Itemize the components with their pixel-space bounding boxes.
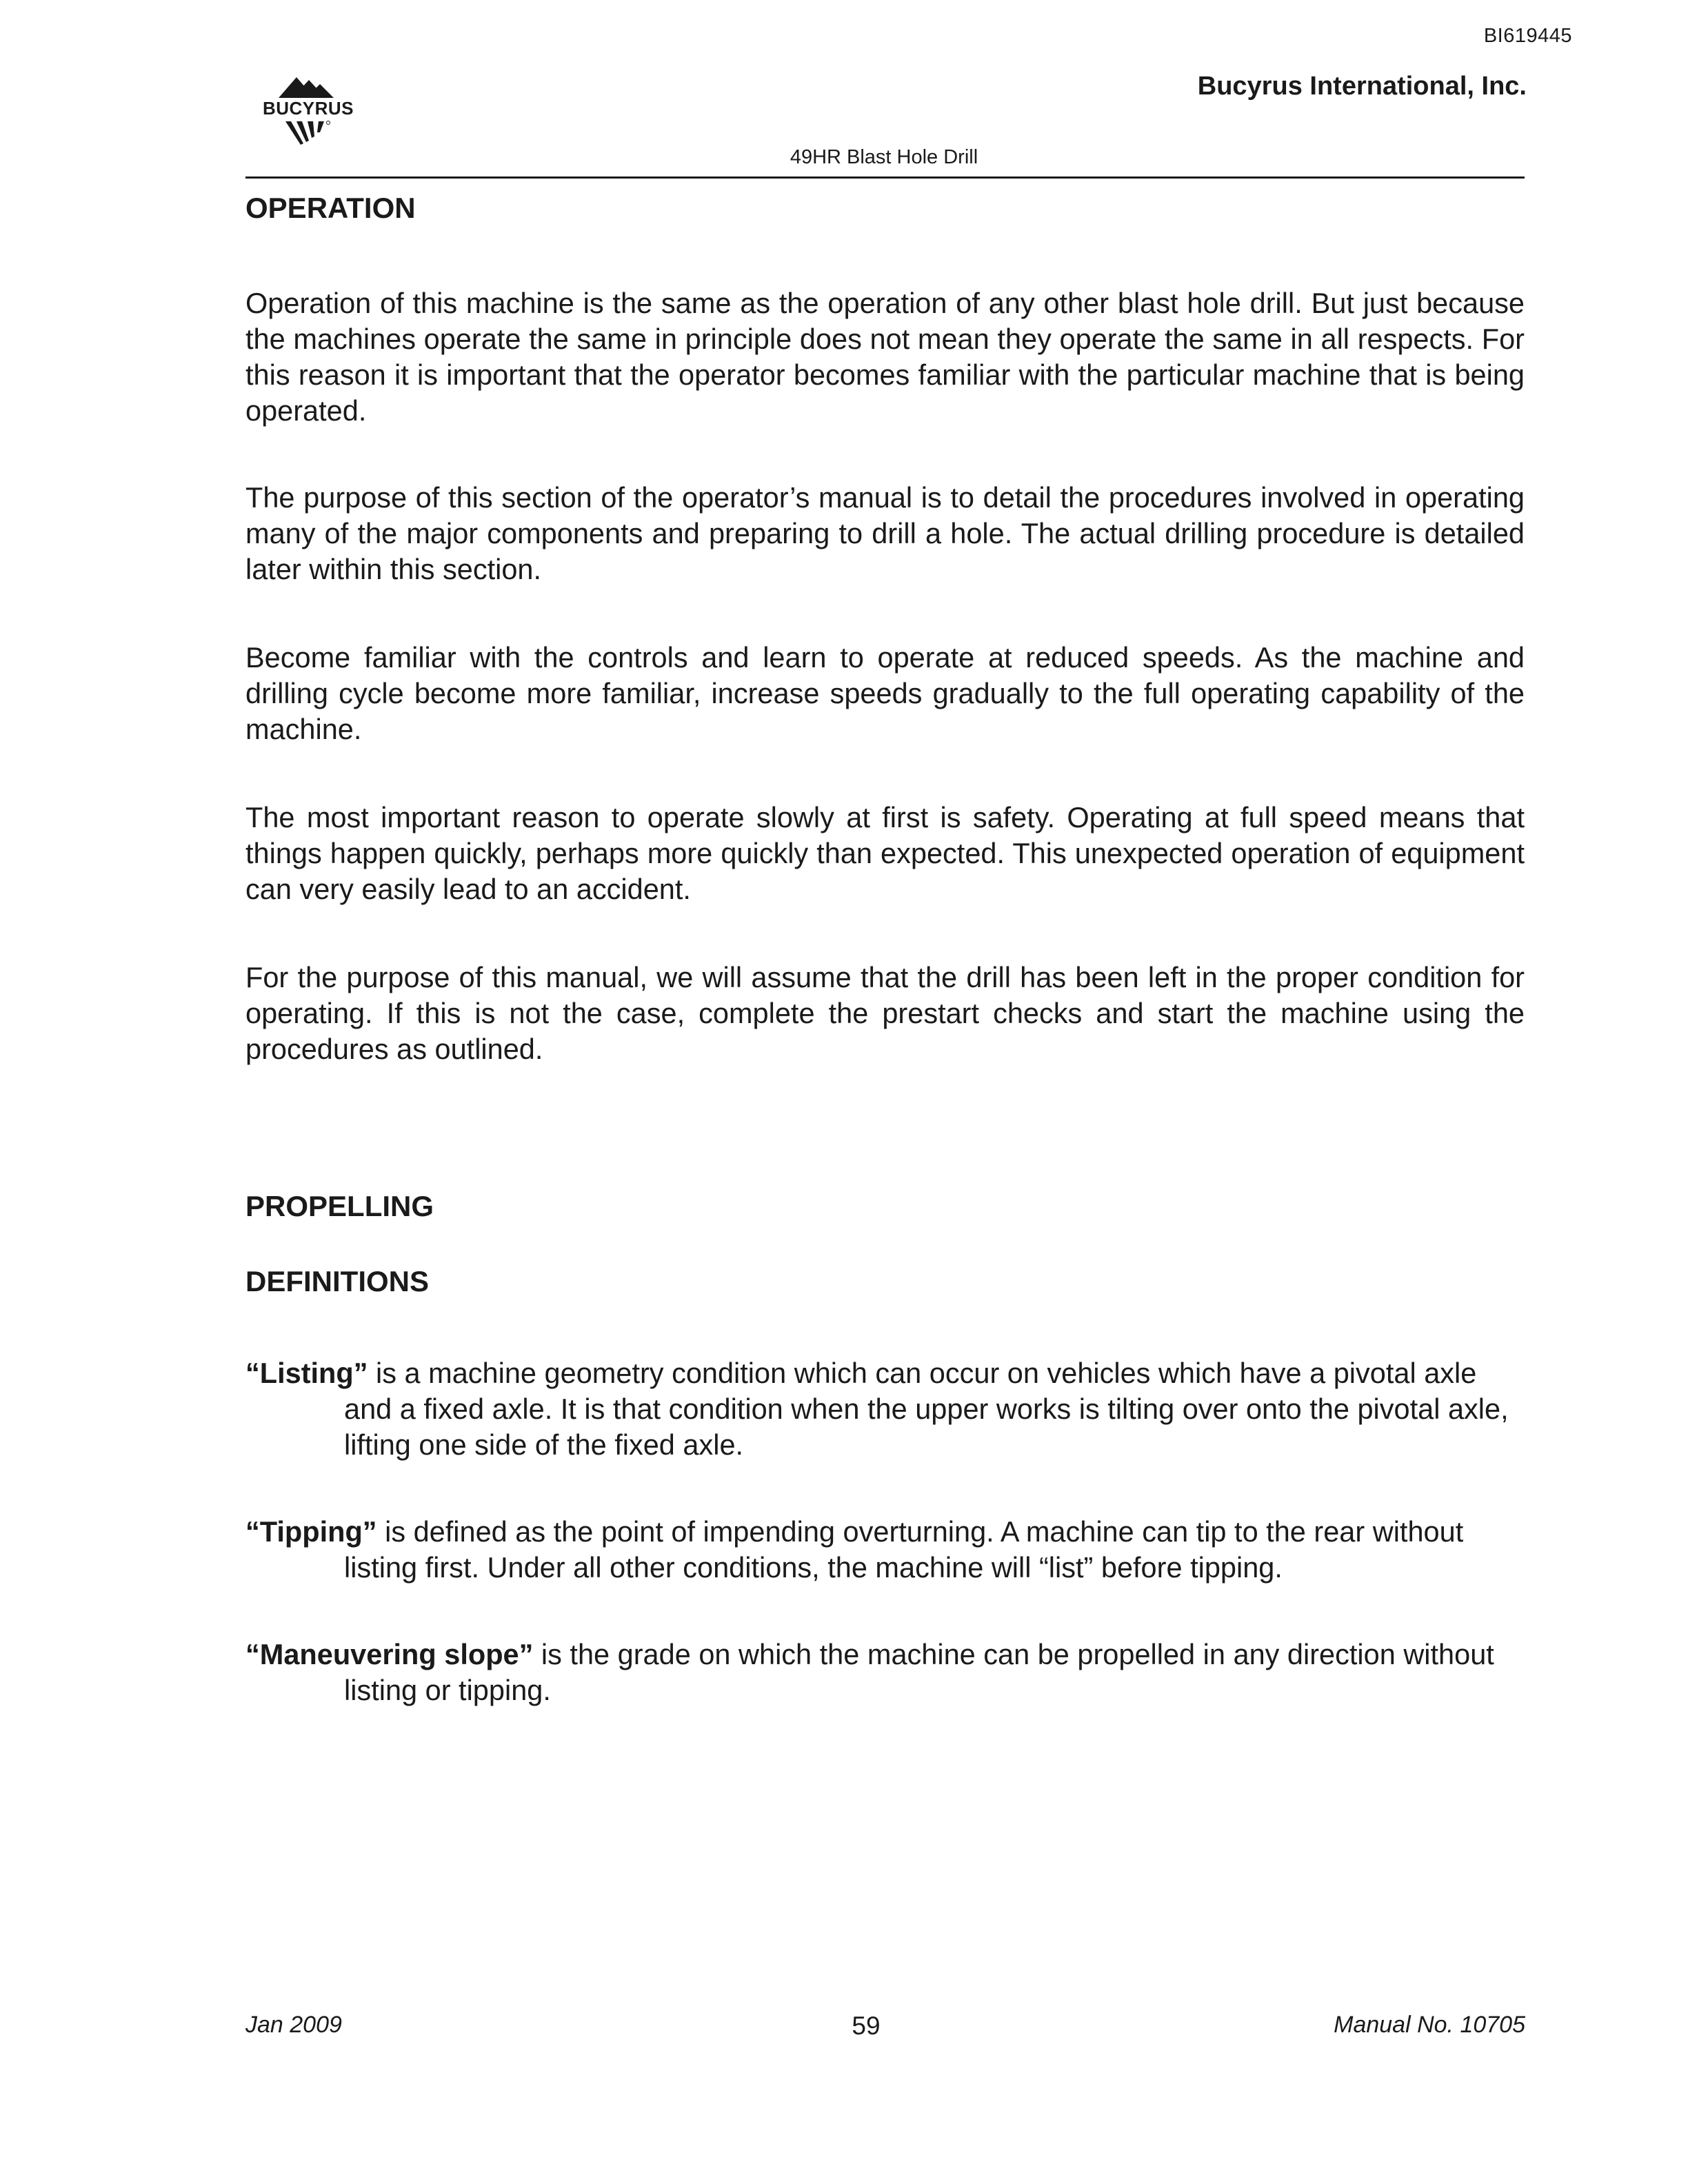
manual-number: Manual No. 10705 <box>1334 2012 1525 2038</box>
footer-date: Jan 2009 <box>245 2012 342 2038</box>
definition-text: is the grade on which the machine can be propelled in any direction without listing or tipping. <box>344 1638 1494 1706</box>
header-divider <box>245 176 1525 179</box>
document-id: BI619445 <box>1483 25 1572 47</box>
operation-paragraph-2: The purpose of this section of the operator’s manual is to detail the procedures involved in operating many of the major components and preparing to drill a hole. The actual drilling procedure is detailed later within this section. <box>245 481 1525 585</box>
model-title: 49HR Blast Hole Drill <box>790 146 978 168</box>
operation-paragraph-1: Operation of this machine is the same as the operation of any other blast hole drill. But just because the machines operate the same in principle does not mean they operate the same in all respects. For this reason it is important that the operator becomes familiar with the particular machine that is being operated. <box>245 287 1525 427</box>
definitions-heading: DEFINITIONS <box>245 1265 430 1297</box>
definition-text: is defined as the point of impending overturning. A machine can tip to the rear without listing first. Under all other conditions, the machine will “list” before tipping. <box>344 1515 1464 1584</box>
operation-paragraph-5: For the purpose of this manual, we will assume that the drill has been left in the proper condition for operating. If this is not the case, complete the prestart checks and start the machine using the procedures as outlined. <box>245 961 1525 1065</box>
definition-text: is a machine geometry condition which can occur on vehicles which have a pivotal axle and a fixed axle. It is that condition when the upper works is tilting over onto the pivotal axle, lifting one side of the fixed axle. <box>344 1357 1509 1461</box>
company-name: Bucyrus International, Inc. <box>1197 72 1527 101</box>
definition-tipping <box>245 1514 1525 1586</box>
definition-term: “Listing” <box>245 1357 368 1389</box>
definition-maneuvering-slope <box>245 1637 1525 1708</box>
operation-paragraph-4: The most important reason to operate slowly at first is safety. Operating at full speed means that things happen quickly, perhaps more quickly than expected. This unexpected operation of equipment can very easily lead to an accident. <box>245 801 1525 905</box>
propelling-heading: PROPELLING <box>245 1190 434 1222</box>
operation-heading: OPERATION <box>245 192 416 224</box>
definition-listing <box>245 1355 1525 1463</box>
page-number: 59 <box>852 2012 881 2040</box>
definition-term: “Maneuvering slope” <box>245 1638 534 1670</box>
svg-text:BUCYRUS: BUCYRUS <box>262 98 354 119</box>
definition-term: “Tipping” <box>245 1515 377 1548</box>
operation-paragraph-3: Become familiar with the controls and learn to operate at reduced speeds. As the machine and drilling cycle become more familiar, increase speeds gradually to the full operating capability of the machine. <box>245 641 1525 745</box>
bucyrus-logo <box>243 69 374 152</box>
